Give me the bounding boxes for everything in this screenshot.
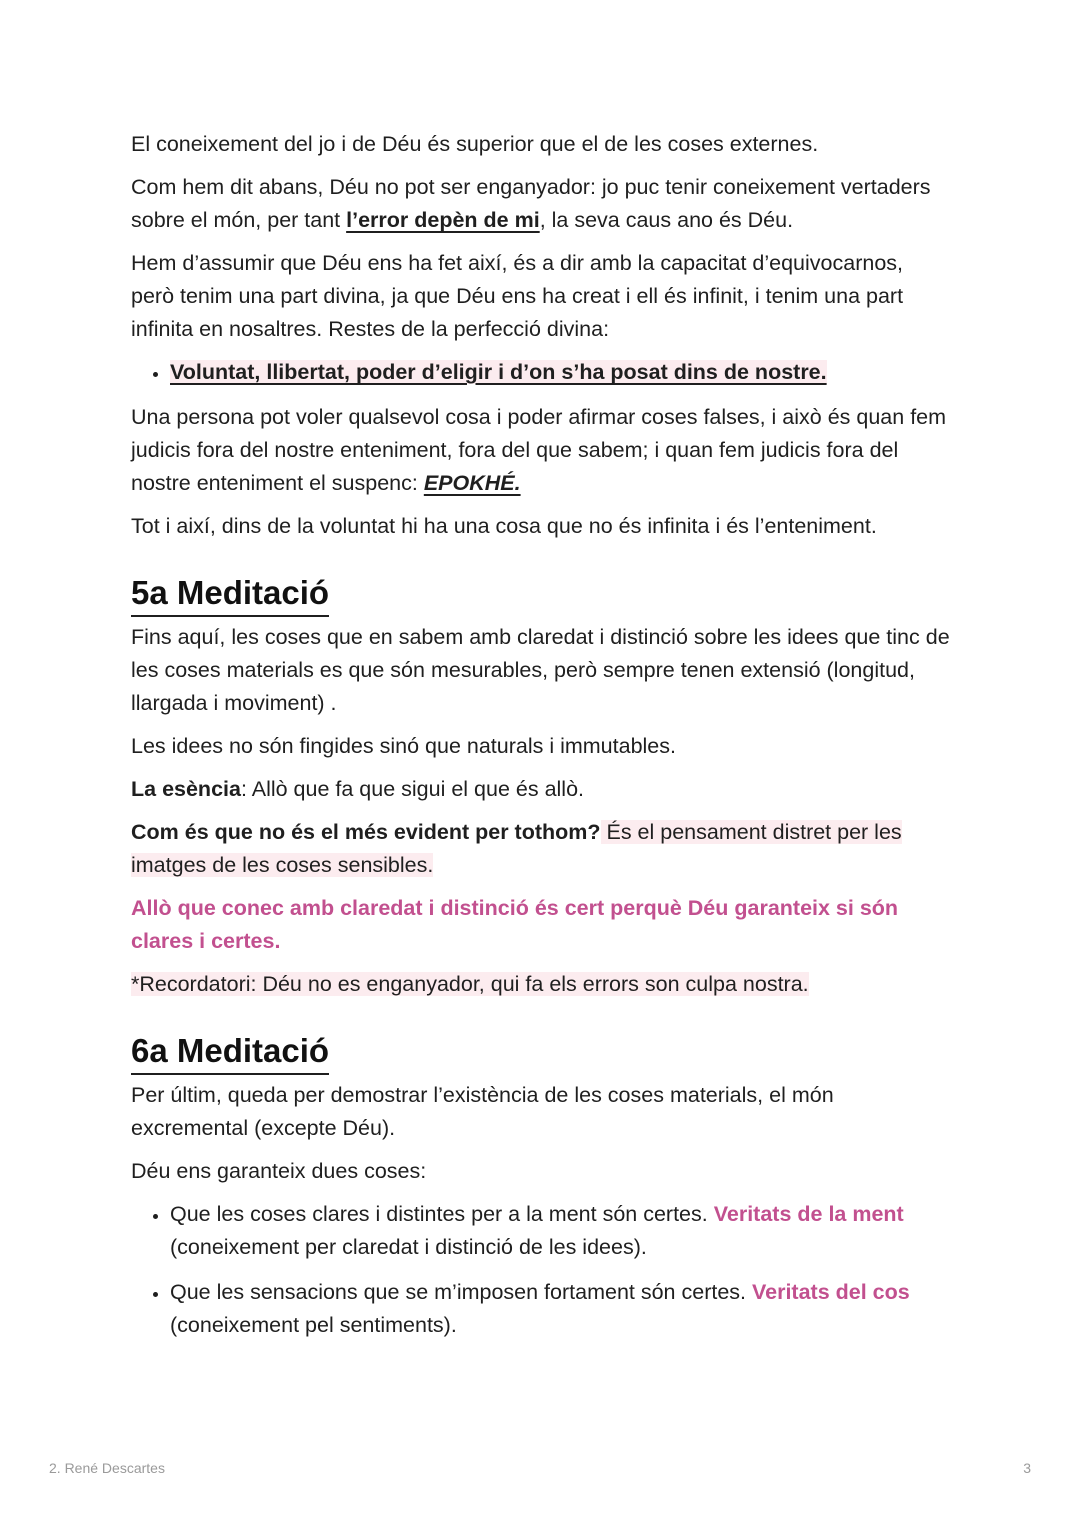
bullet-list: [131, 356, 951, 389]
text-run: (coneixement pel sentiments).: [170, 1313, 457, 1337]
emphasis-term: EPOKHÉ.: [423, 471, 521, 495]
section-heading-wrap: [131, 573, 951, 617]
question-text: Com és que no és el més evident per tothom?: [131, 820, 601, 844]
paragraph: Tot i així, dins de la voluntat hi ha una cosa que no és infinita i és l’enteniment.: [131, 514, 877, 538]
section-heading-5: 5a Meditació: [131, 573, 329, 617]
paragraph: [131, 968, 951, 1001]
text-run: , la seva caus ano és Déu.: [539, 208, 794, 232]
highlighted-text: *Recordatori: Déu no es enganyador, qui fa els errors son culpa nostra.: [131, 972, 809, 996]
section-heading-6: 6a Meditació: [131, 1031, 329, 1075]
footer-page-number: 3: [1023, 1460, 1031, 1476]
pink-emphasis: Veritats de la ment: [713, 1202, 904, 1226]
highlighted-text: És el pensament distret per les imatges de les coses sensibles.: [131, 820, 902, 877]
list-item: [170, 1198, 951, 1264]
list-item: [170, 1276, 951, 1342]
paragraph: Fins aquí, les coses que en sabem amb claredat i distinció sobre les idees que tinc de les coses materials es que són mesurables, però sempre tenen extensió (longitud, llargada i moviment) .: [131, 625, 950, 715]
highlighted-emphasis: Voluntat, llibertat, poder d’eligir i d’on s’ha posat dins de nostre.: [170, 360, 827, 384]
list-item: [170, 356, 951, 389]
paragraph: [131, 816, 951, 882]
section-heading-wrap: [131, 1031, 951, 1075]
page-content: [131, 128, 951, 1354]
text-run: Que les coses clares i distintes per a la ment són certes.: [170, 1202, 714, 1226]
text-run: (coneixement per claredat i distinció de les idees).: [170, 1235, 647, 1259]
paragraph: Hem d’assumir que Déu ens ha fet així, és a dir amb la capacitat d’equivocarnos, però tenim una part divina, ja que Déu ens ha creat i ell és infinit, i tenim una part infinita en nosaltres. Restes de la perfecció divina:: [131, 251, 904, 341]
paragraph: Les idees no són fingides sinó que naturals i immutables.: [131, 734, 676, 758]
paragraph: Déu ens garanteix dues coses:: [131, 1159, 427, 1183]
bullet-list: [131, 1198, 951, 1342]
paragraph: [131, 773, 951, 806]
paragraph: El coneixement del jo i de Déu és superior que el de les coses externes.: [131, 132, 819, 156]
paragraph: [131, 171, 951, 237]
pink-emphasis: Veritats del cos: [751, 1280, 910, 1304]
emphasis-text: l’error depèn de mi: [346, 208, 540, 232]
text-run: Una persona pot voler qualsevol cosa i poder afirmar coses falses, i això és quan fem judicis fora del nostre enteniment, fora del que sabem; i quan fem judicis fora del nostre enteniment el suspenc:: [131, 405, 947, 495]
text-run: Com hem dit abans, Déu no pot ser enganyador: jo puc tenir coneixement vertaders sobre el món, per tant: [131, 175, 931, 232]
text-run: Que les sensacions que se m’imposen fortament són certes.: [170, 1280, 752, 1304]
term-label: La esència: [131, 777, 241, 801]
pink-emphasis-paragraph: Allò que conec amb claredat i distinció és cert perquè Déu garanteix si són clares i certes.: [131, 896, 899, 953]
text-run: : Allò que fa que sigui el que és allò.: [240, 777, 585, 801]
paragraph: Per últim, queda per demostrar l’existència de les coses materials, el món excremental (excepte Déu).: [131, 1083, 834, 1140]
footer-document-title: 2. René Descartes: [49, 1460, 165, 1476]
paragraph: [131, 401, 951, 500]
